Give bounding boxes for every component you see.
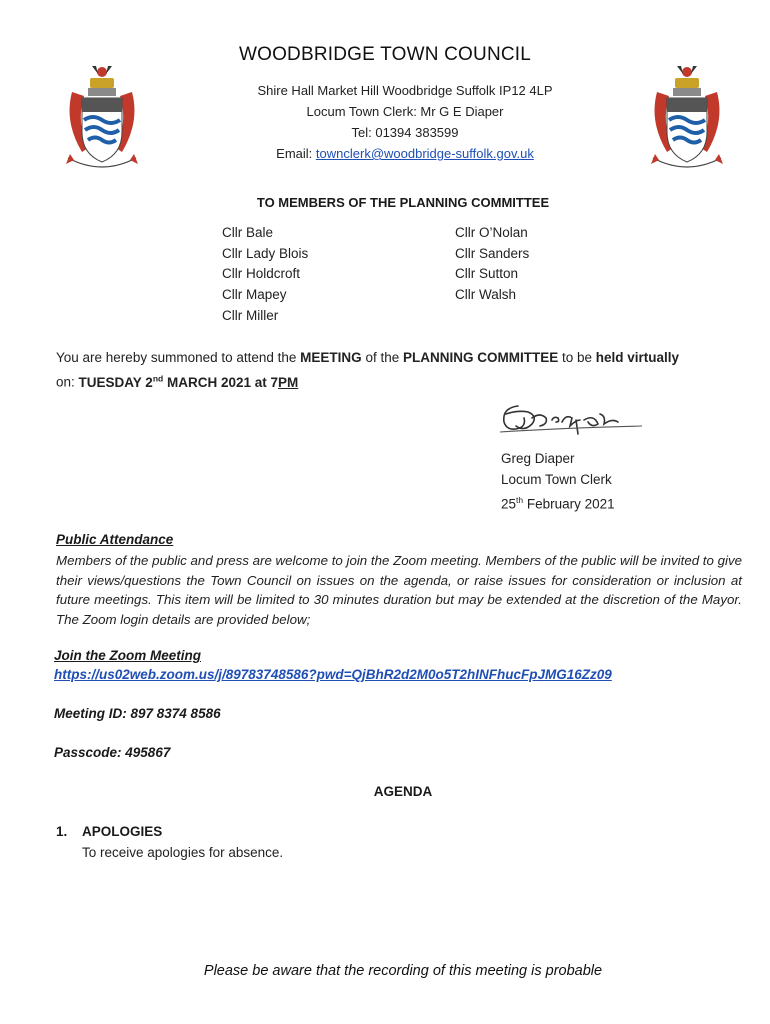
passcode: Passcode: 495867 bbox=[54, 745, 171, 760]
agenda-item-title: 1. APOLOGIES bbox=[56, 824, 163, 839]
signature-block bbox=[501, 448, 615, 515]
tel-line: Tel: 01394 383599 bbox=[351, 125, 459, 140]
public-attendance-body: Members of the public and press are welcome to join the Zoom meeting. Members of the public will be invited to give their views/questions the Town Council on issues on the agenda, or raise issues for consideration or inclusion at future meetings. This item will be limited to 30 minutes duration but may be extended at the discretion of the Mayor. The Zoom login details are provided below; bbox=[56, 553, 742, 627]
email-line bbox=[0, 146, 770, 161]
meeting-id: Meeting ID: 897 8374 8586 bbox=[54, 706, 221, 721]
cllr-list-left bbox=[222, 223, 308, 327]
clerk-line: Locum Town Clerk: Mr G E Diaper bbox=[306, 104, 504, 119]
coat-of-arms-icon bbox=[60, 62, 144, 182]
zoom-heading: Join the Zoom Meeting bbox=[54, 648, 201, 663]
meeting-date: TUESDAY 2nd MARCH 2021 at 7PM bbox=[78, 373, 299, 390]
email-link[interactable]: townclerk@woodbridge-suffolk.gov.uk bbox=[315, 146, 534, 161]
list-item: Cllr Bale bbox=[222, 225, 274, 240]
signature bbox=[496, 392, 646, 442]
council-title: WOODBRIDGE TOWN COUNCIL bbox=[238, 44, 532, 65]
list-item: Cllr Walsh bbox=[455, 287, 517, 303]
agenda-item-body: To receive apologies for absence. bbox=[82, 845, 284, 860]
list-item: Cllr Mapey bbox=[222, 287, 287, 303]
recording-notice: Please be aware that the recording of this meeting is probable bbox=[203, 963, 603, 979]
letter-date: 25th February 2021 bbox=[501, 495, 615, 512]
cllr-list-right bbox=[455, 223, 529, 306]
zoom-link[interactable]: https://us02web.zoom.us/j/89783748586?pwd=QjBhR2d2M0o5T2hINFhucFpJMG16Zz09 bbox=[54, 667, 612, 682]
clerk-role: Locum Town Clerk bbox=[501, 472, 612, 487]
email-label: Email: bbox=[276, 146, 313, 161]
clerk-name: Greg Diaper bbox=[501, 451, 575, 466]
list-item: Cllr Sanders bbox=[455, 245, 530, 261]
list-item: Cllr Holdcroft bbox=[222, 266, 301, 282]
agenda-heading: AGENDA bbox=[373, 784, 433, 799]
list-item: Cllr Lady Blois bbox=[222, 245, 309, 261]
coat-of-arms-icon bbox=[645, 62, 729, 182]
summons-paragraph: You are hereby summoned to attend the MEETING of the PLANNING COMMITTEE to be held virtually on: TUESDAY 2nd MARCH 2021 at 7PM bbox=[56, 350, 680, 390]
list-item: Cllr O’Nolan bbox=[455, 225, 528, 240]
list-item: Cllr Sutton bbox=[455, 266, 519, 282]
address-line: Shire Hall Market Hill Woodbridge Suffolk IP12 4LP bbox=[257, 83, 553, 98]
list-item: Cllr Miller bbox=[222, 307, 279, 323]
committee-heading: TO MEMBERS OF THE PLANNING COMMITTEE bbox=[256, 195, 550, 210]
public-attendance-heading: Public Attendance bbox=[56, 532, 174, 547]
